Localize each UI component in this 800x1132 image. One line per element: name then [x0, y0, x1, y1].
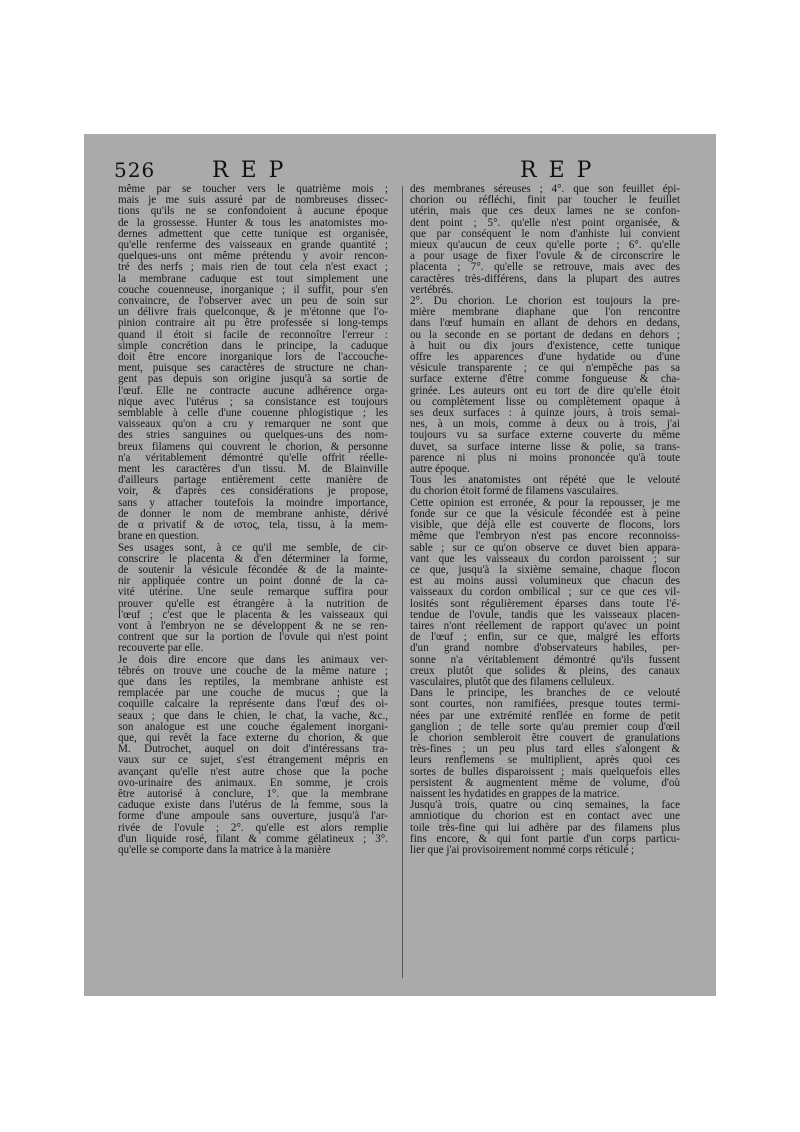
text-line: sable ; sur ce qu'on observe ce duvet bien appara-: [410, 542, 680, 554]
text-line: Ses usages sont, à ce qu'il me semble, de cir-: [118, 542, 388, 554]
page-number: 526: [114, 158, 156, 182]
text-line: nes, à un mois, comme à deux ou à trois, j'ai: [410, 419, 680, 431]
text-line: surface externe d'être comme fongueuse & cha-: [410, 374, 680, 386]
text-line: un délivre frais quelconque, & je m'étonne que l'o-: [118, 307, 388, 319]
text-line: ganglion ; de telle sorte qu'au premier coup d'œil: [410, 721, 680, 733]
text-line: d'un grand nombre d'observateurs habiles, per-: [410, 643, 680, 655]
text-line: d'un liquide rosé, filant & comme gélatineux ; 3°.: [118, 833, 388, 845]
text-line: tendue de l'ovule, tandis que les vaisseaux placen-: [410, 609, 680, 621]
left-text-column: [118, 184, 388, 856]
text-line: simple concrétion dans le principe, la caduque: [118, 340, 388, 352]
text-line: mais je me suis assuré par de nombreuses dissec-: [118, 195, 388, 207]
text-line: que par conséquent le nom d'anhiste lui convient: [410, 228, 680, 240]
text-line: des membranes séreuses ; 4°. que son feuillet épi-: [410, 184, 680, 195]
text-line: d'ailleurs partage entièrement cette manière de: [118, 475, 388, 487]
text-line: quelques-uns ont même prétendu y avoir rencon-: [118, 251, 388, 263]
text-line: sortes de bulles disparoissent ; mais quelquefois elles: [410, 766, 680, 778]
text-line: mieux qu'aucun de ceux qu'elle porte ; 6°. qu'elle: [410, 240, 680, 252]
text-line: breux filamens qui couvrent le chorion, & personne: [118, 441, 388, 453]
text-line: des stries sanguines ou quelques-uns des nom-: [118, 430, 388, 442]
text-line: être autorisé à conclure, 1°. que la membrane: [118, 788, 388, 800]
text-line: coquille calcaire la représente dans l'œuf des oi-: [118, 699, 388, 711]
text-line: qu'elle renferme des vaisseaux en grande quantité ;: [118, 240, 388, 252]
text-line: Jusqu'à trois, quatre ou cinq semaines, la face: [410, 800, 680, 812]
text-line: contrent que sur la portion de l'ovule qui n'est point: [118, 632, 388, 644]
text-line: de α privatif & de ιστος, tela, tissu, à la mem-: [118, 520, 388, 532]
text-line: gent pas depuis son origine jusqu'à sa sortie de: [118, 374, 388, 386]
text-line: même par se toucher vers le quatrième mois ;: [118, 184, 388, 195]
text-line: lier que j'ai provisoirement nommé corps réticulé ;: [410, 844, 635, 856]
text-line: amniotique du chorion est en contact avec une: [410, 811, 680, 823]
text-line: convaincre, de l'observer avec un peu de soin sur: [118, 296, 388, 308]
text-line: la membrane caduque est tout simplement une: [118, 273, 388, 285]
text-line: à huit ou dix jours d'existence, cette tunique: [410, 340, 680, 352]
text-line: voir, & d'après ces considérations je propose,: [118, 486, 388, 498]
text-line: forme d'une ampoule sans ouverture, jusqu'à l'ar-: [118, 811, 388, 823]
text-line: de soutenir la vésicule fécondée & de la mainte-: [118, 564, 388, 576]
text-line: vant que les vaisseaux du cordon paroissent ; sur: [410, 553, 680, 565]
text-line: mière membrane diaphane que l'on rencontre: [410, 307, 680, 319]
text-line: recouverte par elle.: [118, 643, 204, 655]
text-line: losités sont régulièrement éparses dans toute l'é-: [410, 598, 680, 610]
scanned-page: [84, 134, 716, 996]
text-line: persistent & augmentent même de volume, d'où: [410, 777, 680, 789]
text-line: dernes admettent que cette tunique est organisée,: [118, 228, 388, 240]
text-line: seaux ; que dans le chien, le chat, la vache, &c.,: [118, 710, 388, 722]
text-line: vaisseaux du cordon ombilical ; sur ce que ces vil-: [410, 587, 680, 599]
text-line: prouver qu'elle est étrangère à la nutrition de: [118, 598, 388, 610]
text-line: M. Dutrochet, auquel on doit d'intéressans tra-: [118, 744, 388, 756]
text-line: de la grossesse. Hunter & tous les anatomistes mo-: [118, 217, 388, 229]
text-line: ou complètement lisse ou complètement opaque à: [410, 396, 680, 408]
text-line: sans y attacher toutefois la moindre importance,: [118, 497, 388, 509]
text-line: rivée de l'ovule ; 2°. qu'elle est alors remplie: [118, 822, 388, 834]
text-line: dans l'œuf humain en allant de dehors en dedans,: [410, 318, 680, 330]
text-line: très-fines ; un peu plus tard elles s'alongent &: [410, 744, 680, 756]
text-line: sonne n'a véritablement démontré qu'ils fussent: [410, 654, 680, 666]
text-line: grinée. Les auteurs ont eu tort de dire qu'elle étoit: [410, 385, 680, 397]
text-line: taires n'ont réellement de rapport qu'avec un point: [410, 620, 680, 632]
text-line: ses deux surfaces : à quinze jours, à trois semai-: [410, 408, 680, 420]
text-line: fonde sur ce que la vésicule fécondée est à peine: [410, 508, 680, 520]
text-line: doit être encore inorganique lors de l'accouche-: [118, 352, 388, 364]
text-line: placenta ; 7°. qu'elle se retrouve, mais avec des: [410, 262, 680, 274]
text-line: le chorion sembleroit être couvert de granulations: [410, 732, 680, 744]
text-line: même que l'embryon n'est pas encore reconnoiss-: [410, 531, 680, 543]
text-line: ou la seconde en se portant de dedans en dehors ;: [410, 329, 680, 341]
text-line: nique avec l'utérus ; sa consistance est toujours: [118, 396, 388, 408]
text-line: vaux sur ce sujet, s'est étrangement mépris en: [118, 755, 388, 767]
text-line: ment les caractères d'un tissu. M. de Blainville: [118, 464, 388, 476]
text-line: ce que, jusqu'à la sixième semaine, chaque flocon: [410, 564, 680, 576]
text-line: a pour usage de fixer l'ovule & de circonscrire le: [410, 251, 680, 263]
text-line: vité utérine. Une seule remarque suffira pour: [118, 587, 388, 599]
text-line: leurs renflemens se multiplient, après quoi ces: [410, 755, 680, 767]
text-line: n'a véritablement démontré qu'elle offrit réelle-: [118, 452, 388, 464]
text-line: qu'elle se comporte dans la matrice à la manière: [118, 844, 331, 856]
text-line: Je dois dire encore que dans les animaux ver-: [118, 654, 388, 666]
text-line: nées par une extrémité renflée en forme de petit: [410, 710, 680, 722]
text-line: l'œuf. Elle ne contracte aucune adhérence orga-: [118, 385, 388, 397]
running-head-right: REP: [520, 158, 604, 183]
text-line: du chorion étoit formé de filamens vasculaires.: [410, 486, 619, 498]
text-line: brane en question.: [118, 531, 200, 543]
text-line: fins encore, & qui font partie d'un corps particu-: [410, 833, 680, 845]
text-line: duvet, sa surface interne lisse & polie, sa trans-: [410, 441, 680, 453]
text-line: Dans le principe, les branches de ce velouté: [410, 688, 680, 700]
text-line: offre les apparences d'une hydatide ou d'une: [410, 352, 680, 364]
text-line: parence ni plus ni moins prononcée qu'à toute: [410, 452, 680, 464]
text-line: avançant qu'elle n'est autre chose que la poche: [118, 766, 388, 778]
text-line: Cette opinion est erronée, & pour la repousser, je me: [410, 497, 680, 509]
text-line: remplacée par une couche de mucus ; que la: [118, 688, 388, 700]
text-line: sont courtes, non ramifiées, presque toutes termi-: [410, 699, 680, 711]
text-line: que dans les reptiles, la membrane anhiste est: [118, 676, 388, 688]
text-line: tions qu'ils ne se confondoient à aucune époque: [118, 206, 388, 218]
text-line: toujours vu sa surface externe couverte du même: [410, 430, 680, 442]
text-line: naissent les hydatides en grappes de la matrice.: [410, 788, 620, 800]
text-line: vertébrés.: [410, 284, 454, 296]
text-line: vaisseaux qu'on a cru y remarquer ne sont que: [118, 419, 388, 431]
text-line: chorion ou réfléchi, finit par toucher le feuillet: [410, 195, 680, 207]
right-text-column: [410, 184, 680, 856]
text-line: couche couenneuse, inorganique ; il suffit, pour s'en: [118, 284, 388, 296]
text-line: caduque existe dans l'utérus de la femme, sous la: [118, 800, 388, 812]
text-line: vasculaires, plutôt que des filamens celluleux.: [410, 676, 615, 688]
text-line: ovo-urinaire des animaux. En somme, je crois: [118, 777, 388, 789]
text-line: conscrire le placenta & d'en déterminer la forme,: [118, 553, 388, 565]
text-line: autre époque.: [410, 464, 470, 476]
text-line: de l'œuf ; enfin, sur ce que, malgré les efforts: [410, 632, 680, 644]
text-line: tébrés on trouve une couche de la même nature ;: [118, 665, 388, 677]
text-line: vésicule transparente ; ce qui n'empêche pas sa: [410, 363, 680, 375]
text-line: Tous les anatomistes ont répété que le velouté: [410, 475, 680, 487]
text-line: tré des nerfs ; mais rien de tout cela n'est exact ;: [118, 262, 388, 274]
text-line: caractères très-différens, dans la plupart des autres: [410, 273, 680, 285]
text-line: dent point ; 5°. qu'elle n'est point organisée, &: [410, 217, 680, 229]
text-line: quand il étoit si facile de reconnoître l'erreur :: [118, 329, 388, 341]
text-line: que, qui revêt la face externe du chorion, & que: [118, 732, 388, 744]
text-line: est au moins aussi volumineux que chacun des: [410, 576, 680, 588]
text-line: ment, puisque ses caractères de structure ne chan-: [118, 363, 388, 375]
running-head-left: REP: [212, 158, 296, 183]
text-line: semblable à celle d'une couenne phlogistique ; les: [118, 408, 388, 420]
text-line: pinion contraire ait pu être professée si long-temps: [118, 318, 388, 330]
text-line: utérin, mais que ces deux lames ne se confon-: [410, 206, 680, 218]
text-line: creux plutôt que solides & pleins, des canaux: [410, 665, 680, 677]
column-divider: [402, 186, 403, 978]
text-line: visible, que déjà elle est couverte de flocons, lors: [410, 520, 680, 532]
text-line: son analogue est une couche également inorgani-: [118, 721, 388, 733]
page-header: [84, 158, 716, 186]
text-line: toile très-fine qui lui adhère par des filamens plus: [410, 822, 680, 834]
text-line: vont à l'embryon ne se développent & ne se ren-: [118, 620, 388, 632]
text-line: 2°. Du chorion. Le chorion est toujours la pre-: [410, 296, 680, 308]
text-line: nir appliquée contre un point donné de la ca-: [118, 576, 388, 588]
text-line: de donner le nom de membrane anhiste, dérivé: [118, 508, 388, 520]
text-line: l'œuf ; c'est que le placenta & les vaisseaux qui: [118, 609, 388, 621]
